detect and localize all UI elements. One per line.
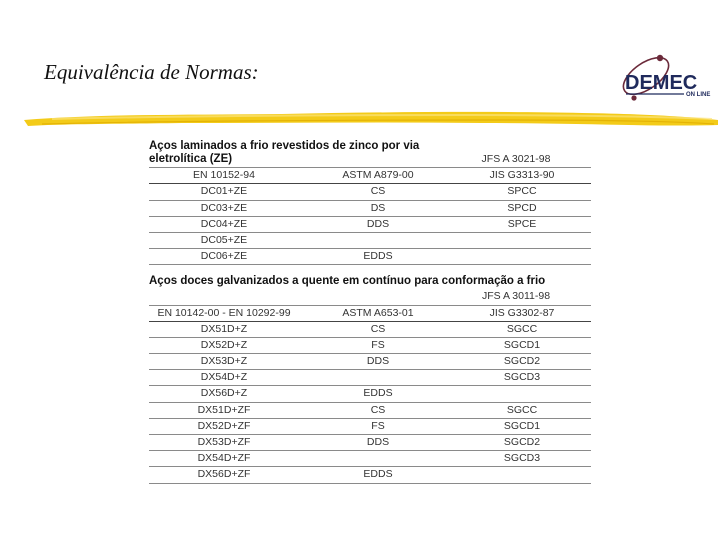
table2-pre-header bbox=[149, 289, 591, 305]
table2-body bbox=[149, 322, 591, 484]
table-cell: DC03+ZE bbox=[200, 201, 248, 214]
table-cell: FS bbox=[371, 419, 385, 432]
table-cell bbox=[453, 233, 591, 248]
logo-dot bbox=[657, 55, 663, 61]
table-row bbox=[149, 217, 591, 233]
table-cell bbox=[453, 386, 591, 401]
table-cell: SPCE bbox=[507, 217, 537, 230]
table-cell: SGCD1 bbox=[503, 419, 541, 432]
table-cell: DC05+ZE bbox=[200, 233, 248, 246]
table-row bbox=[149, 249, 591, 265]
table-cell bbox=[453, 467, 591, 482]
table-cell: DS bbox=[370, 201, 386, 214]
table-cell: CS bbox=[370, 322, 386, 335]
table1-header-en: EN 10152-94 bbox=[193, 169, 255, 182]
table-cell: CS bbox=[370, 403, 386, 416]
table-cell: SGCD3 bbox=[503, 452, 541, 465]
slide-title: Equivalência de Normas: bbox=[44, 60, 259, 84]
table-cell: DX54D+Z bbox=[200, 371, 248, 384]
table-cell: DDS bbox=[366, 217, 390, 230]
table-row bbox=[149, 403, 591, 419]
table-cell: SGCD1 bbox=[503, 338, 541, 351]
logo-subtext: ON LINE bbox=[686, 92, 711, 98]
table-row bbox=[149, 201, 591, 217]
table-cell bbox=[299, 233, 453, 248]
table1-header-jis: JIS G3313-90 bbox=[489, 169, 555, 182]
table-cell: SGCD3 bbox=[503, 371, 541, 384]
yellow-brush-stroke bbox=[22, 106, 720, 130]
table2-title: Aços doces galvanizados a quente em contínuo para conformação a frio bbox=[149, 275, 546, 288]
table-cell: DX56D+Z bbox=[200, 387, 248, 400]
table2-header-row bbox=[149, 306, 591, 322]
table2-jfs-label: JFS A 3011-98 bbox=[481, 290, 551, 303]
table-cell: SPCD bbox=[507, 201, 537, 214]
table-cell: DX53D+Z bbox=[200, 355, 248, 368]
table-cell: DDS bbox=[366, 436, 390, 448]
table-row bbox=[149, 467, 591, 483]
table-cell: CS bbox=[370, 185, 386, 198]
table-cell: SGCD2 bbox=[503, 436, 541, 448]
table1-jfs-label: JFS A 3021-98 bbox=[481, 153, 551, 165]
table-cell: SGCC bbox=[506, 403, 538, 416]
table-cell: DX54D+ZF bbox=[197, 452, 251, 465]
table-cell: DDS bbox=[366, 355, 390, 368]
table-cell: DX52D+ZF bbox=[197, 419, 251, 432]
logo-text: DEMEC bbox=[625, 72, 698, 94]
table-row bbox=[149, 435, 591, 451]
table1-body bbox=[149, 184, 591, 265]
table1-header-row bbox=[149, 168, 591, 184]
logo-dot bbox=[631, 95, 636, 100]
table-cell: SPCC bbox=[507, 185, 537, 198]
demec-logo bbox=[616, 48, 716, 112]
table2-header-en: EN 10142-00 - EN 10292-99 bbox=[157, 306, 291, 319]
table-cell: DX51D+Z bbox=[200, 322, 248, 335]
table-cell: DX51D+ZF bbox=[197, 403, 251, 416]
table-cell: DC06+ZE bbox=[200, 250, 248, 263]
table-cell: DX56D+ZF bbox=[197, 468, 251, 481]
norms-tables bbox=[149, 140, 591, 484]
table-cell: EDDS bbox=[363, 387, 393, 400]
table-cell: DC01+ZE bbox=[200, 185, 248, 198]
table-cell: DC04+ZE bbox=[200, 217, 248, 230]
table-cell: EDDS bbox=[363, 250, 393, 263]
table2-header-jis: JIS G3302-87 bbox=[489, 306, 555, 319]
table2-header-astm: ASTM A653-01 bbox=[342, 306, 414, 319]
table-cell bbox=[299, 370, 453, 385]
table-cell bbox=[453, 249, 591, 264]
table1-title: Aços laminados a frio revestidos de zinco por via eletrolítica (ZE) bbox=[149, 140, 420, 165]
table-cell: SGCC bbox=[506, 322, 538, 335]
table-row bbox=[149, 322, 591, 338]
table-cell bbox=[299, 451, 453, 466]
table-cell: DX52D+Z bbox=[200, 338, 248, 351]
table-row bbox=[149, 370, 591, 386]
table-row bbox=[149, 419, 591, 435]
table-cell: SGCD2 bbox=[503, 355, 541, 368]
table1-header-astm: ASTM A879-00 bbox=[342, 169, 414, 182]
table-cell: FS bbox=[371, 338, 385, 351]
table-row bbox=[149, 386, 591, 402]
table-row bbox=[149, 338, 591, 354]
table-row bbox=[149, 354, 591, 370]
table-row bbox=[149, 451, 591, 467]
table-cell: DX53D+ZF bbox=[197, 436, 251, 448]
table-row bbox=[149, 233, 591, 249]
table-row bbox=[149, 184, 591, 200]
table-cell: EDDS bbox=[363, 468, 393, 481]
